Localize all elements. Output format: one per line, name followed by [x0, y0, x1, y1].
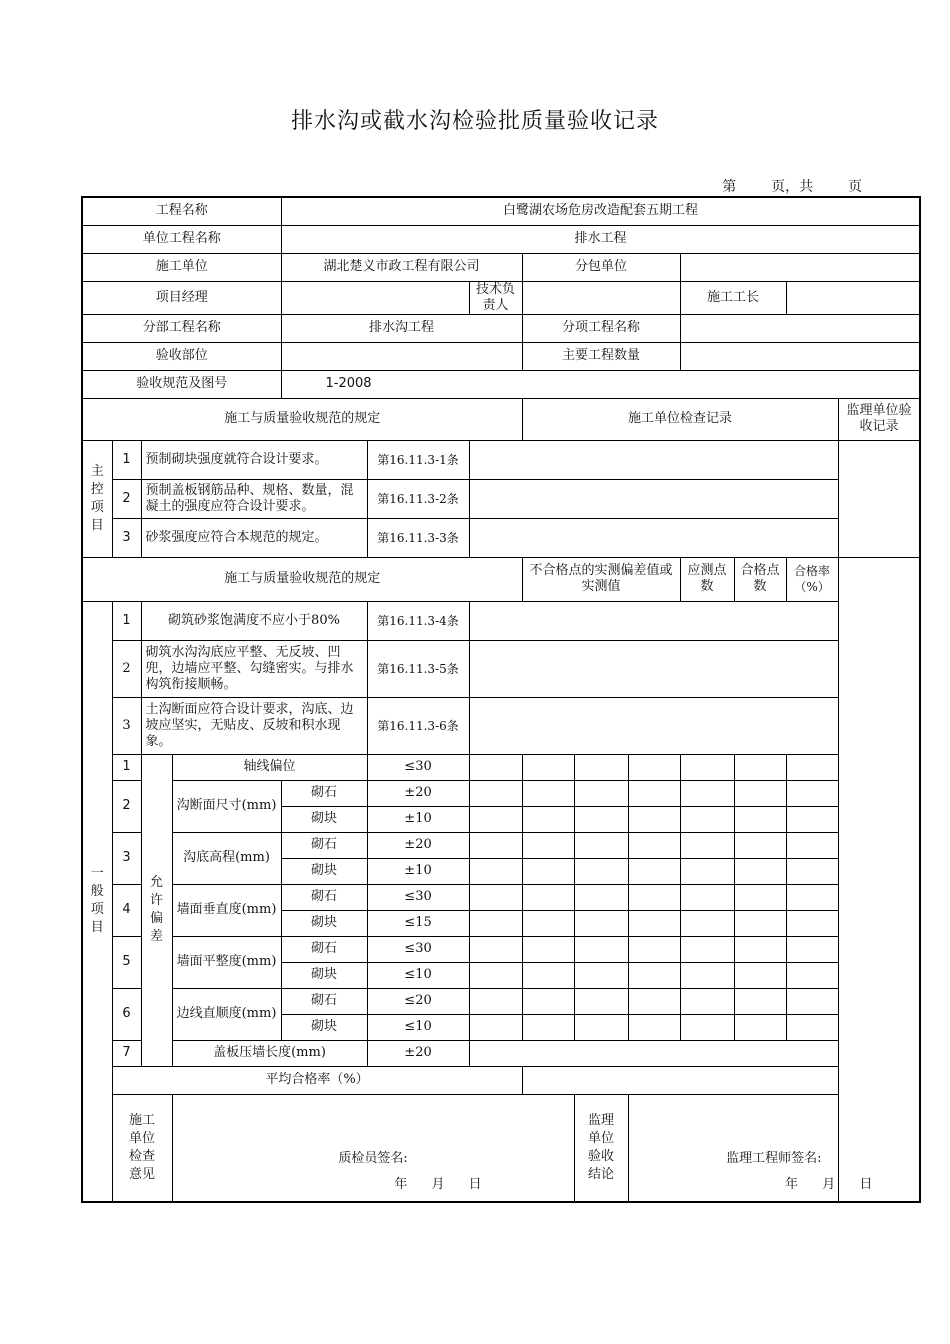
points-pass-header: 合格点数	[734, 557, 786, 601]
avg-pass-rate-label: 平均合格率（%）	[112, 1066, 522, 1094]
general-spec-header: 施工与质量验收规范的规定	[82, 557, 522, 601]
cell	[680, 936, 734, 962]
main-item-no: 2	[112, 479, 141, 518]
subcontractor-value	[680, 253, 920, 281]
cell	[680, 1014, 734, 1040]
material: 砌块	[281, 1014, 367, 1040]
cell	[469, 910, 522, 936]
main-item-no: 1	[112, 440, 141, 479]
cell	[574, 858, 628, 884]
main-item-clause: 第16.11.3-1条	[367, 440, 469, 479]
foreman-label: 施工工长	[680, 281, 786, 314]
cell	[628, 858, 680, 884]
unit-project-label: 单位工程名称	[82, 225, 281, 253]
cell	[680, 806, 734, 832]
tolerance-value: ±20	[367, 780, 469, 806]
main-supervisor-record	[838, 440, 920, 557]
main-item-record	[469, 440, 838, 479]
cell	[628, 962, 680, 988]
cell	[734, 832, 786, 858]
cell	[574, 936, 628, 962]
cell	[628, 936, 680, 962]
spec-label: 验收规范及图号	[82, 370, 281, 398]
cell	[628, 884, 680, 910]
cell	[469, 806, 522, 832]
tolerance-value: ≤20	[367, 988, 469, 1014]
tolerance-name: 沟底高程(mm)	[172, 832, 281, 884]
material: 砌石	[281, 936, 367, 962]
cell	[522, 754, 574, 780]
cell	[680, 910, 734, 936]
cell	[469, 936, 522, 962]
spec-number: 1-2008	[325, 376, 372, 391]
tolerance-name: 沟断面尺寸(mm)	[172, 780, 281, 832]
cell	[469, 1014, 522, 1040]
page-ye-gong: 页，共	[771, 179, 814, 195]
general-item-record	[469, 601, 838, 640]
tolerance-name: 墙面平整度(mm)	[172, 936, 281, 988]
cell	[522, 936, 574, 962]
tolerance-no: 1	[112, 754, 141, 780]
avg-pass-rate-value	[522, 1066, 920, 1094]
cell	[786, 780, 838, 806]
main-item-text: 预制砌块强度就符合设计要求。	[141, 440, 367, 479]
cell	[680, 884, 734, 910]
cell	[522, 1014, 574, 1040]
spec-value	[281, 370, 920, 398]
part-label: 验收部位	[82, 342, 281, 370]
cell	[786, 910, 838, 936]
tolerance-value: ≤10	[367, 962, 469, 988]
conclusion-date: 年 月 日	[785, 1176, 873, 1192]
tolerance-record	[469, 1040, 838, 1066]
cell	[734, 936, 786, 962]
cell	[680, 754, 734, 780]
tolerance-no: 6	[112, 988, 141, 1040]
cell	[734, 884, 786, 910]
cell	[522, 832, 574, 858]
general-item-no: 1	[112, 601, 141, 640]
cell	[522, 858, 574, 884]
material: 砌块	[281, 806, 367, 832]
cell	[680, 780, 734, 806]
cell	[469, 858, 522, 884]
cell	[469, 988, 522, 1014]
supervisor-conclusion-label: 监理单位验收结论	[574, 1094, 628, 1202]
spec-rules-header: 施工与质量验收规范的规定	[82, 398, 522, 440]
page-di: 第	[722, 179, 737, 195]
cell	[680, 858, 734, 884]
unit-project-value: 排水工程	[281, 225, 920, 253]
cell	[786, 962, 838, 988]
general-item-record	[469, 697, 838, 754]
cell	[574, 962, 628, 988]
contractor-opinion-label: 施工单位检查意见	[112, 1094, 172, 1202]
contractor-value: 湖北楚义市政工程有限公司	[281, 253, 522, 281]
cell	[734, 754, 786, 780]
cell	[628, 988, 680, 1014]
cell	[628, 754, 680, 780]
manager-value	[281, 281, 469, 314]
tolerance-no: 4	[112, 884, 141, 936]
tolerance-value: ±10	[367, 858, 469, 884]
tech-lead-label: 技术负责人	[469, 281, 522, 314]
quantity-value	[680, 342, 920, 370]
cell	[786, 806, 838, 832]
cell	[522, 780, 574, 806]
inspection-form	[81, 196, 921, 1203]
cell	[786, 858, 838, 884]
cell	[734, 858, 786, 884]
cell	[628, 806, 680, 832]
manager-label: 项目经理	[82, 281, 281, 314]
tolerance-name: 轴线偏位	[172, 754, 367, 780]
tolerance-value: ≤30	[367, 754, 469, 780]
cell	[628, 1014, 680, 1040]
page-number	[722, 176, 862, 196]
material: 砌块	[281, 858, 367, 884]
general-items-label: 一般项目	[82, 601, 112, 1202]
item-value	[680, 314, 920, 342]
tolerance-value: ≤15	[367, 910, 469, 936]
cell	[734, 806, 786, 832]
points-should-header: 应测点数	[680, 557, 734, 601]
cell	[469, 754, 522, 780]
cell	[734, 780, 786, 806]
supervisor-header: 监理单位验收记录	[838, 398, 920, 440]
material: 砌块	[281, 910, 367, 936]
tolerance-no: 2	[112, 780, 141, 832]
cell	[522, 988, 574, 1014]
material: 砌石	[281, 780, 367, 806]
main-items-label: 主控项目	[82, 440, 112, 557]
page-ye: 页	[848, 179, 862, 195]
foreman-value	[786, 281, 920, 314]
material: 砌石	[281, 988, 367, 1014]
main-item-clause: 第16.11.3-3条	[367, 518, 469, 557]
opinion-date: 年 月 日	[394, 1176, 482, 1192]
tolerance-no: 3	[112, 832, 141, 884]
cell	[574, 910, 628, 936]
main-item-text: 预制盖板钢筋品种、规格、数量，混凝土的强度应符合设计要求。	[141, 479, 367, 518]
cell	[734, 962, 786, 988]
general-item-text: 土沟断面应符合设计要求，沟底、边坡应坚实，无贴皮、反坡和积水现象。	[141, 697, 367, 754]
cell	[522, 884, 574, 910]
cell	[574, 780, 628, 806]
main-item-no: 3	[112, 518, 141, 557]
main-item-text: 砂浆强度应符合本规范的规定。	[141, 518, 367, 557]
general-item-no: 3	[112, 697, 141, 754]
general-item-clause: 第16.11.3-6条	[367, 697, 469, 754]
cell	[574, 832, 628, 858]
contractor-opinion-area	[172, 1094, 574, 1202]
cell	[522, 806, 574, 832]
page-title: 排水沟或截水沟检验批质量验收记录	[290, 109, 659, 134]
cell	[734, 1014, 786, 1040]
tolerance-no: 5	[112, 936, 141, 988]
tolerance-value: ±20	[367, 1040, 469, 1066]
material: 砌石	[281, 884, 367, 910]
tolerance-value: ±10	[367, 806, 469, 832]
cell	[786, 884, 838, 910]
cell	[469, 884, 522, 910]
cell	[628, 832, 680, 858]
general-item-clause: 第16.11.3-5条	[367, 640, 469, 697]
cell	[734, 988, 786, 1014]
supervisor-conclusion-area	[628, 1094, 920, 1202]
tolerance-value: ≤30	[367, 936, 469, 962]
cell	[680, 988, 734, 1014]
tolerance-value: ±20	[367, 832, 469, 858]
cell	[786, 832, 838, 858]
cell	[469, 962, 522, 988]
cell	[786, 936, 838, 962]
cell	[786, 754, 838, 780]
item-label: 分项工程名称	[522, 314, 680, 342]
tolerance-name: 盖板压墙长度(mm)	[172, 1040, 367, 1066]
tolerance-value: ≤10	[367, 1014, 469, 1040]
part-value	[281, 342, 522, 370]
tolerance-name: 墙面垂直度(mm)	[172, 884, 281, 936]
general-item-no: 2	[112, 640, 141, 697]
allow-deviation-label: 允许偏差	[141, 754, 172, 1066]
cell	[469, 832, 522, 858]
cell	[469, 780, 522, 806]
main-item-record	[469, 518, 838, 557]
material: 砌块	[281, 962, 367, 988]
subdivision-label: 分部工程名称	[82, 314, 281, 342]
pass-rate-header: 合格率（%）	[786, 557, 838, 601]
cell	[522, 910, 574, 936]
cell	[628, 910, 680, 936]
subcontractor-label: 分包单位	[522, 253, 680, 281]
deviation-header: 不合格点的实测偏差值或实测值	[522, 557, 680, 601]
general-item-text: 砌筑砂浆饱满度不应小于80%	[141, 601, 367, 640]
project-name-value: 白鹭湖农场危房改造配套五期工程	[281, 197, 920, 225]
main-item-clause: 第16.11.3-2条	[367, 479, 469, 518]
subdivision-value: 排水沟工程	[281, 314, 522, 342]
contractor-label: 施工单位	[82, 253, 281, 281]
cell	[522, 962, 574, 988]
general-item-record	[469, 640, 838, 697]
main-item-record	[469, 479, 838, 518]
engineer-sign: 监理工程师签名:	[726, 1150, 822, 1166]
cell	[574, 884, 628, 910]
general-item-clause: 第16.11.3-4条	[367, 601, 469, 640]
cell	[574, 988, 628, 1014]
cell	[786, 1014, 838, 1040]
tolerance-value: ≤30	[367, 884, 469, 910]
cell	[574, 1014, 628, 1040]
inspector-sign: 质检员签名:	[338, 1150, 408, 1166]
cell	[680, 832, 734, 858]
cell	[628, 780, 680, 806]
tech-lead-value	[522, 281, 680, 314]
cell	[574, 806, 628, 832]
check-record-header: 施工单位检查记录	[522, 398, 838, 440]
cell	[574, 754, 628, 780]
cell	[786, 988, 838, 1014]
cell	[734, 910, 786, 936]
project-name-label: 工程名称	[82, 197, 281, 225]
material: 砌石	[281, 832, 367, 858]
cell	[680, 962, 734, 988]
tolerance-no: 7	[112, 1040, 141, 1066]
general-item-text: 砌筑水沟沟底应平整、无反坡、凹兜，边墙应平整、勾缝密实。与排水构筑衔接顺畅。	[141, 640, 367, 697]
quantity-label: 主要工程数量	[522, 342, 680, 370]
tolerance-name: 边线直顺度(mm)	[172, 988, 281, 1040]
